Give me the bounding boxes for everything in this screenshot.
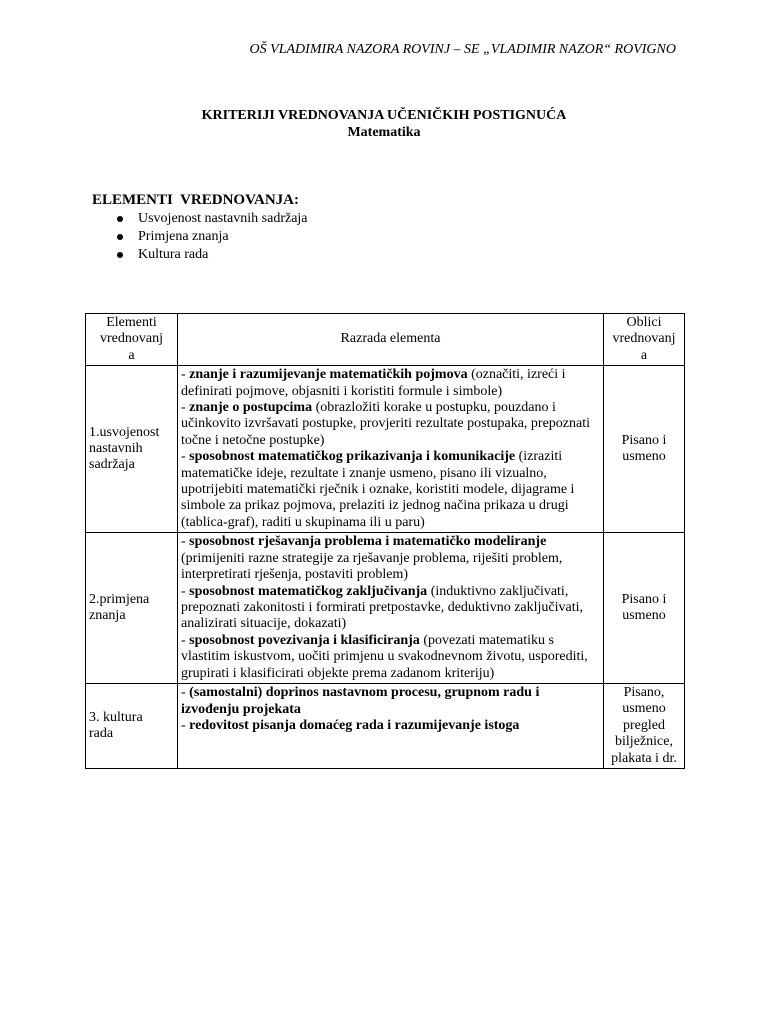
description-item: - sposobnost matematičkog prikazivanja i komunikacije (izraziti matematičke ideje, rezultate i znanje usmeno, pisano ili vizualno, upotrijebiti matematički rječnik i oznake, koristiti modele, dijagrame i simbole za prikaz pojmova, prelaziti iz jednog načina prikaza u drugi (tablica-graf), raditi u skupinama ili u paru) bbox=[181, 449, 575, 530]
description-item: - znanje o postupcima (obrazložiti korake u postupku, pouzdano i učinkovito izvršavati postupke, provjeriti rezultate postupaka, prepoznati točne i netočne postupke) bbox=[181, 400, 590, 448]
cell-text: plakata i dr. bbox=[611, 750, 677, 766]
description-item: - sposobnost rješavanja problema i matematičko modeliranje (primijeniti razne strategije za rješavanje problema, riješiti problem, interpretirati rješenja, postaviti problem) bbox=[181, 534, 563, 583]
elements-heading: ELEMENTI VREDNOVANJA: bbox=[92, 192, 299, 208]
cell-text: nastavnih bbox=[89, 441, 143, 457]
table-row bbox=[86, 533, 685, 684]
cell-text: sadržaja bbox=[89, 457, 135, 473]
header-text: vrednovanj bbox=[100, 331, 163, 347]
bullet-icon bbox=[117, 234, 123, 240]
criteria-table bbox=[85, 313, 685, 769]
table-header-row bbox=[86, 314, 685, 366]
header-text: a bbox=[640, 347, 648, 363]
title-block bbox=[0, 107, 768, 141]
table-row bbox=[86, 366, 685, 533]
list-item bbox=[92, 228, 692, 246]
header-text: a bbox=[128, 347, 135, 363]
row-description bbox=[178, 366, 604, 533]
school-header: OŠ VLADIMIRA NAZORA ROVINJ – SE „VLADIMIR NAZOR“ ROVIGNO bbox=[249, 42, 676, 57]
cell-text: Pisano i bbox=[621, 432, 667, 448]
cell-text: 1.usvojenost bbox=[89, 424, 160, 440]
cell-text: bilježnice, bbox=[615, 734, 673, 750]
description-item: - redovitost pisanja domaćeg rada i razumijevanje istoga bbox=[181, 718, 520, 734]
list-item bbox=[92, 210, 692, 228]
description-item: - sposobnost matematičkog zaključivanja (induktivno zaključivati, prepoznati zakonitosti i formirati pretpostavke, deduktivno zaključivati, analizirati situacije, dokazati) bbox=[181, 583, 583, 632]
document-subject: Matematika bbox=[347, 125, 421, 140]
header-elaboration bbox=[178, 314, 604, 366]
header-text: Elementi bbox=[106, 315, 157, 330]
bullet-icon bbox=[117, 252, 123, 258]
description-item: - sposobnost povezivanja i klasificiranja (povezati matematiku s vlastitim iskustvom, uočiti primjenu u svakodnevnom životu, usporediti, grupirati i klasificirati objekte prema zadanom kriteriju) bbox=[181, 632, 588, 681]
spacer bbox=[181, 735, 600, 767]
header-forms bbox=[604, 314, 685, 366]
cell-text: usmeno bbox=[622, 449, 666, 465]
cell-text: pregled bbox=[623, 717, 665, 733]
header-text: vrednovanj bbox=[612, 331, 676, 347]
cell-text: 3. kultura bbox=[89, 709, 143, 725]
description-item: - (samostalni) doprinos nastavnom procesu, grupnom radu i izvođenju projekata bbox=[181, 685, 540, 717]
cell-text: Pisano i bbox=[621, 591, 667, 607]
table-row bbox=[86, 683, 685, 768]
list-item-label: Primjena znanja bbox=[138, 229, 229, 244]
cell-text: znanja bbox=[89, 608, 126, 624]
row-form bbox=[604, 683, 685, 768]
list-item bbox=[92, 246, 692, 264]
elements-list bbox=[92, 210, 692, 264]
cell-text: rada bbox=[89, 725, 114, 741]
header-elements bbox=[86, 314, 178, 366]
cell-text: usmeno bbox=[622, 608, 666, 624]
row-description bbox=[178, 533, 604, 684]
row-form bbox=[604, 366, 685, 533]
list-item-label: Usvojenost nastavnih sadržaja bbox=[138, 211, 308, 226]
document-title: KRITERIJI VREDNOVANJA UČENIČKIH POSTIGNUĆA bbox=[201, 108, 567, 123]
header-text: Razrada elementa bbox=[340, 331, 441, 347]
row-element bbox=[86, 533, 178, 684]
header-text: Oblici bbox=[626, 315, 662, 330]
row-form bbox=[604, 533, 685, 684]
cell-text: 2.primjena bbox=[89, 591, 150, 607]
description-item: - znanje i razumijevanje matematičkih pojmova (označiti, izreći i definirati pojmove, objasniti i koristiti formule i simbole) bbox=[181, 367, 566, 399]
list-item-label: Kultura rada bbox=[138, 247, 209, 262]
bullet-icon bbox=[117, 216, 123, 222]
cell-text: usmeno bbox=[622, 701, 666, 717]
row-element bbox=[86, 683, 178, 768]
row-element bbox=[86, 366, 178, 533]
cell-text: Pisano, bbox=[623, 684, 665, 700]
elements-section bbox=[92, 191, 692, 264]
row-description bbox=[178, 683, 604, 768]
